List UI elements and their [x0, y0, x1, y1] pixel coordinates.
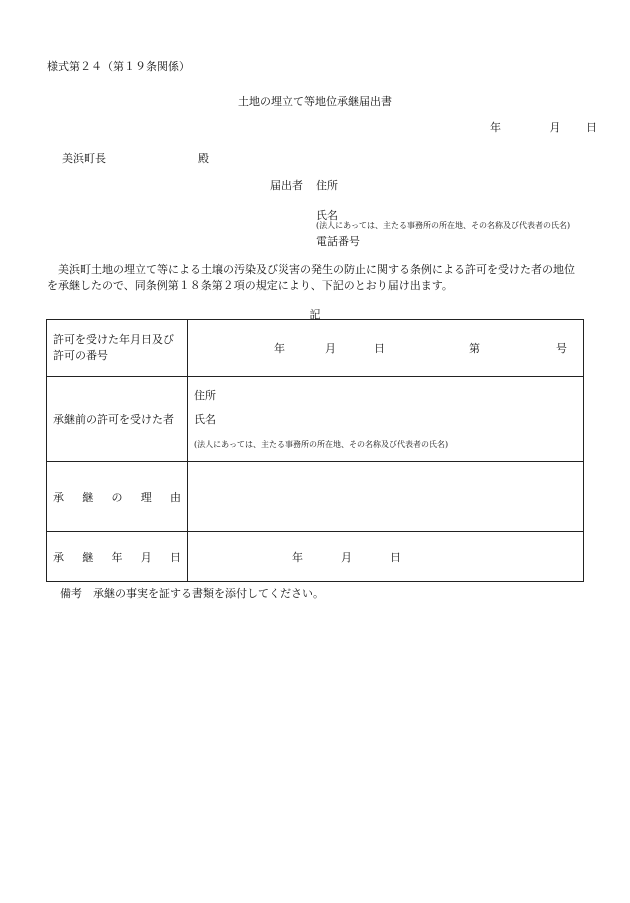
table-row [47, 532, 584, 582]
permit-year: 年 [274, 342, 285, 355]
permit-go: 号 [556, 342, 567, 355]
date-month: 月 [549, 121, 561, 134]
table-row [47, 377, 584, 462]
addressee: 美浜町長 [62, 152, 106, 165]
predecessor-address: 住所 [194, 389, 216, 402]
applicant-label: 届出者 [270, 179, 303, 192]
permit-date-field[interactable] [188, 320, 584, 377]
applicant-phone-label: 電話番号 [316, 235, 360, 248]
succession-day: 日 [390, 550, 401, 564]
table-row [47, 320, 584, 377]
succession-date-label: 承 継 年 月 日 [53, 550, 181, 564]
ki-heading: 記 [309, 308, 321, 321]
permit-day: 日 [374, 342, 385, 355]
notification-table [46, 319, 584, 582]
reason-label: 承 継 の 理 由 [53, 490, 181, 504]
succession-date-field[interactable] [188, 532, 584, 582]
reason-label-cell [47, 462, 188, 532]
date-year: 年 [490, 121, 501, 134]
date-day: 日 [586, 121, 597, 134]
predecessor-label: 承継前の許可を受けた者 [47, 377, 188, 462]
table-row [47, 462, 584, 532]
applicant-corp-note: (法人にあっては、主たる事務所の所在地、その名称及び代表者の氏名) [316, 221, 571, 230]
applicant-address-label: 住所 [316, 179, 338, 192]
succession-year: 年 [292, 550, 303, 564]
predecessor-note: (法人にあっては、主たる事務所の所在地、その名称及び代表者の氏名) [194, 440, 449, 449]
permit-dai: 第 [469, 342, 480, 355]
form-number: 様式第２４（第１９条関係） [47, 60, 190, 73]
honorific: 殿 [198, 152, 209, 165]
applicant-name-label: 氏名 [316, 209, 338, 222]
body-text: 美浜町土地の埋立て等による土壌の汚染及び災害の発生の防止に関する条例による許可を受けた者の地位を承継したので、同条例第１８条第２項の規定により、下記のとおり届け出ます。 [47, 263, 575, 292]
permit-date-label: 許可を受けた年月日及び許可の番号 [47, 320, 188, 377]
permit-month: 月 [325, 342, 336, 355]
reason-field[interactable] [188, 462, 584, 532]
predecessor-name: 氏名 [194, 413, 216, 426]
succession-month: 月 [341, 550, 352, 564]
document-title: 土地の埋立て等地位承継届出書 [238, 95, 392, 108]
succession-date-label-cell [47, 532, 188, 582]
predecessor-field[interactable] [188, 377, 584, 462]
date-line [490, 119, 597, 135]
remarks: 備考 承継の事実を証する書類を添付してください。 [60, 587, 324, 600]
